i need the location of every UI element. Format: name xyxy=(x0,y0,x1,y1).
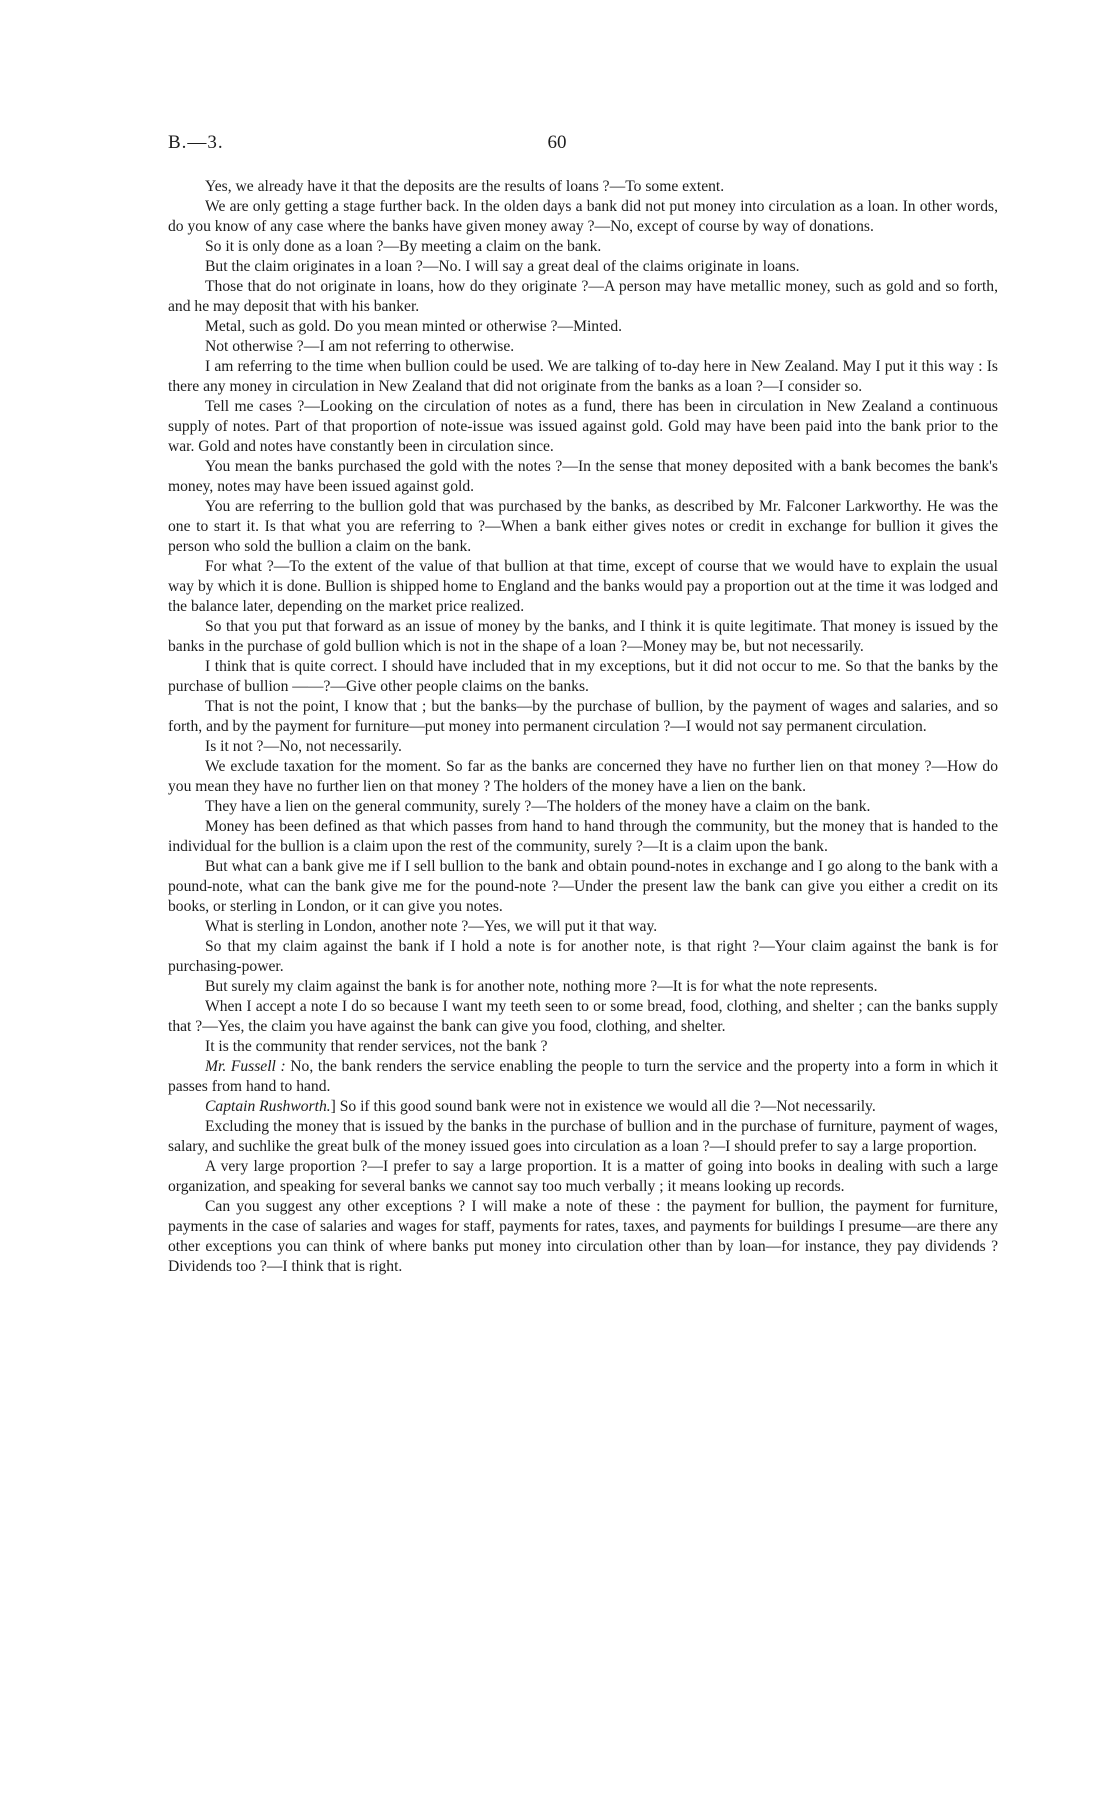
paragraph xyxy=(168,937,998,977)
paragraph-text: Is it not ?—No, not necessarily. xyxy=(205,738,402,755)
paragraph-text: We exclude taxation for the moment. So far as the banks are concerned they have no further lien on that money ?—How do you mean they have no further lien on that money ? The holders of the money have a lien on the bank. xyxy=(168,758,998,795)
paragraph xyxy=(168,497,998,557)
paragraph-text: A very large proportion ?—I prefer to say a large proportion. It is a matter of going into books in dealing with such a large organization, and speaking for several banks we cannot say too much verbally ; it means looking up records. xyxy=(168,1158,998,1195)
paragraph xyxy=(168,1037,998,1057)
paragraph xyxy=(168,1057,998,1097)
paragraph-text: But the claim originates in a loan ?—No. I will say a great deal of the claims originate in loans. xyxy=(205,258,800,275)
paragraph xyxy=(168,817,998,857)
paragraph-text: But what can a bank give me if I sell bullion to the bank and obtain pound-notes in exchange and I go along to the bank with a pound-note, what can the bank give me for the pound-note ?—Under the present law the bank can give you either a credit on its books, or sterling in London, or it can give you notes. xyxy=(168,858,998,915)
body-text xyxy=(168,177,998,1277)
paragraph-text: I think that is quite correct. I should have included that in my exceptions, but it did not occur to me. So that the banks by the purchase of bullion ——?—Give other people claims on the banks. xyxy=(168,658,998,695)
paragraph-text: You are referring to the bullion gold that was purchased by the banks, as described by Mr. Falconer Larkworthy. He was the one to start it. Is that what you are referring to ?—When a bank either gives notes or credit in exchange for bullion it gives the person who sold the bullion a claim on the bank. xyxy=(168,498,998,555)
paragraph-text: Metal, such as gold. Do you mean minted or otherwise ?—Minted. xyxy=(205,318,623,335)
paragraph xyxy=(168,697,998,737)
paragraph xyxy=(168,1157,998,1197)
paragraph-text: It is the community that render services, not the bank ? xyxy=(205,1038,548,1055)
paragraph xyxy=(168,197,998,237)
paragraph xyxy=(168,617,998,657)
paragraph-text: Yes, we already have it that the deposits are the results of loans ?—To some extent. xyxy=(205,178,725,195)
paragraph xyxy=(168,177,998,197)
paragraph-text: Money has been defined as that which passes from hand to hand through the community, but the money that is handed to the individual for the bullion is a claim upon the rest of the community, surely ?—It is a claim upon the bank. xyxy=(168,818,998,855)
paragraph-text: When I accept a note I do so because I want my teeth seen to or some bread, food, clothing, and shelter ; can the banks supply that ?—Yes, the claim you have against the bank can give you food, clothing, and shelter. xyxy=(168,998,998,1035)
page-number: 60 xyxy=(547,132,567,153)
paragraph-text: But surely my claim against the bank is for another note, nothing more ?—It is for what the note represents. xyxy=(205,978,878,995)
paragraph xyxy=(168,237,998,257)
paragraph xyxy=(168,277,998,317)
paragraph xyxy=(168,1117,998,1157)
paragraph-text: ] So if this good sound bank were not in existence we would all die ?—Not necessarily. xyxy=(330,1098,876,1115)
speaker-name: Captain Rushworth. xyxy=(205,1098,331,1115)
paragraph xyxy=(168,1197,998,1277)
paragraph xyxy=(168,857,998,917)
paragraph xyxy=(168,1097,998,1117)
paragraph-text: For what ?—To the extent of the value of that bullion at that time, except of course that we would have to explain the usual way by which it is done. Bullion is shipped home to England and the banks would pay a proportion out at the time it was lodged and the balance later, depending on the market price realized. xyxy=(168,558,998,615)
paragraph-text: So it is only done as a loan ?—By meeting a claim on the bank. xyxy=(205,238,602,255)
paragraph-text: Not otherwise ?—I am not referring to otherwise. xyxy=(205,338,515,355)
paragraph-text: What is sterling in London, another note ?—Yes, we will put it that way. xyxy=(205,918,658,935)
paragraph-text: So that my claim against the bank if I hold a note is for another note, is that right ?—Your claim against the bank is for purchasing-power. xyxy=(168,938,998,975)
paragraph-text: No, the bank renders the service enabling the people to turn the service and the property into a form in which it passes from hand to hand. xyxy=(168,1058,999,1095)
paragraph xyxy=(168,357,998,397)
paragraph-text: We are only getting a stage further back. In the olden days a bank did not put money into circulation as a loan. In other words, do you know of any case where the banks have given money away ?—No, except of course by way of donations. xyxy=(168,198,998,235)
paragraph-text: I am referring to the time when bullion could be used. We are talking of to-day here in New Zealand. May I put it this way : Is there any money in circulation in New Zealand that did not originate from the banks as a loan ?—I consider so. xyxy=(168,358,998,395)
paragraph-text: Those that do not originate in loans, how do they originate ?—A person may have metallic money, such as gold and so forth, and he may deposit that with his banker. xyxy=(168,278,998,315)
paragraph-text: That is not the point, I know that ; but the banks—by the purchase of bullion, by the payment of wages and salaries, and so forth, and by the payment for furniture—put money into permanent circulation ?—I would not say permanent circulation. xyxy=(168,698,998,735)
paragraph xyxy=(168,557,998,617)
paragraph xyxy=(168,977,998,997)
paragraph-text: Tell me cases ?—Looking on the circulation of notes as a fund, there has been in circulation in New Zealand a continuous supply of notes. Part of that proportion of note-issue was issued against gold. Gold may have been paid into the bank prior to the war. Gold and notes have constantly been in circulation since. xyxy=(168,398,998,455)
running-header xyxy=(168,132,946,162)
paragraph-text: You mean the banks purchased the gold with the notes ?—In the sense that money deposited with a bank becomes the bank's money, notes may have been issued against gold. xyxy=(168,458,998,495)
paragraph xyxy=(168,397,998,457)
paragraph xyxy=(168,657,998,697)
paragraph-text: Can you suggest any other exceptions ? I will make a note of these : the payment for bullion, the payment for furniture, payments in the case of salaries and wages for staff, payments for rates, taxes, and payments for buildings I presume—are there any other exceptions you can think of where banks put money into circulation other than by loan—for instance, they pay dividends ? Dividends too ?—I think that is right. xyxy=(168,1198,998,1275)
paragraph-text: Excluding the money that is issued by the banks in the purchase of bullion and in the purchase of furniture, payment of wages, salary, and suchlike the great bulk of the money issued goes into circulation as a loan ?—I should prefer to say a large proportion. xyxy=(168,1118,998,1155)
paragraph xyxy=(168,317,998,337)
paragraph xyxy=(168,997,998,1037)
speaker-name: Mr. Fussell : xyxy=(205,1058,286,1075)
paragraph xyxy=(168,737,998,757)
series-reference: B.—3. xyxy=(168,132,224,153)
paragraph xyxy=(168,757,998,797)
paragraph xyxy=(168,917,998,937)
paragraph-text: So that you put that forward as an issue of money by the banks, and I think it is quite legitimate. That money is issued by the banks in the purchase of gold bullion which is not in the shape of a loan ?—Money may be, but not necessarily. xyxy=(168,618,998,655)
paragraph xyxy=(168,337,998,357)
paragraph xyxy=(168,797,998,817)
paragraph-text: They have a lien on the general community, surely ?—The holders of the money have a claim on the bank. xyxy=(205,798,871,815)
paragraph xyxy=(168,457,998,497)
paragraph xyxy=(168,257,998,277)
